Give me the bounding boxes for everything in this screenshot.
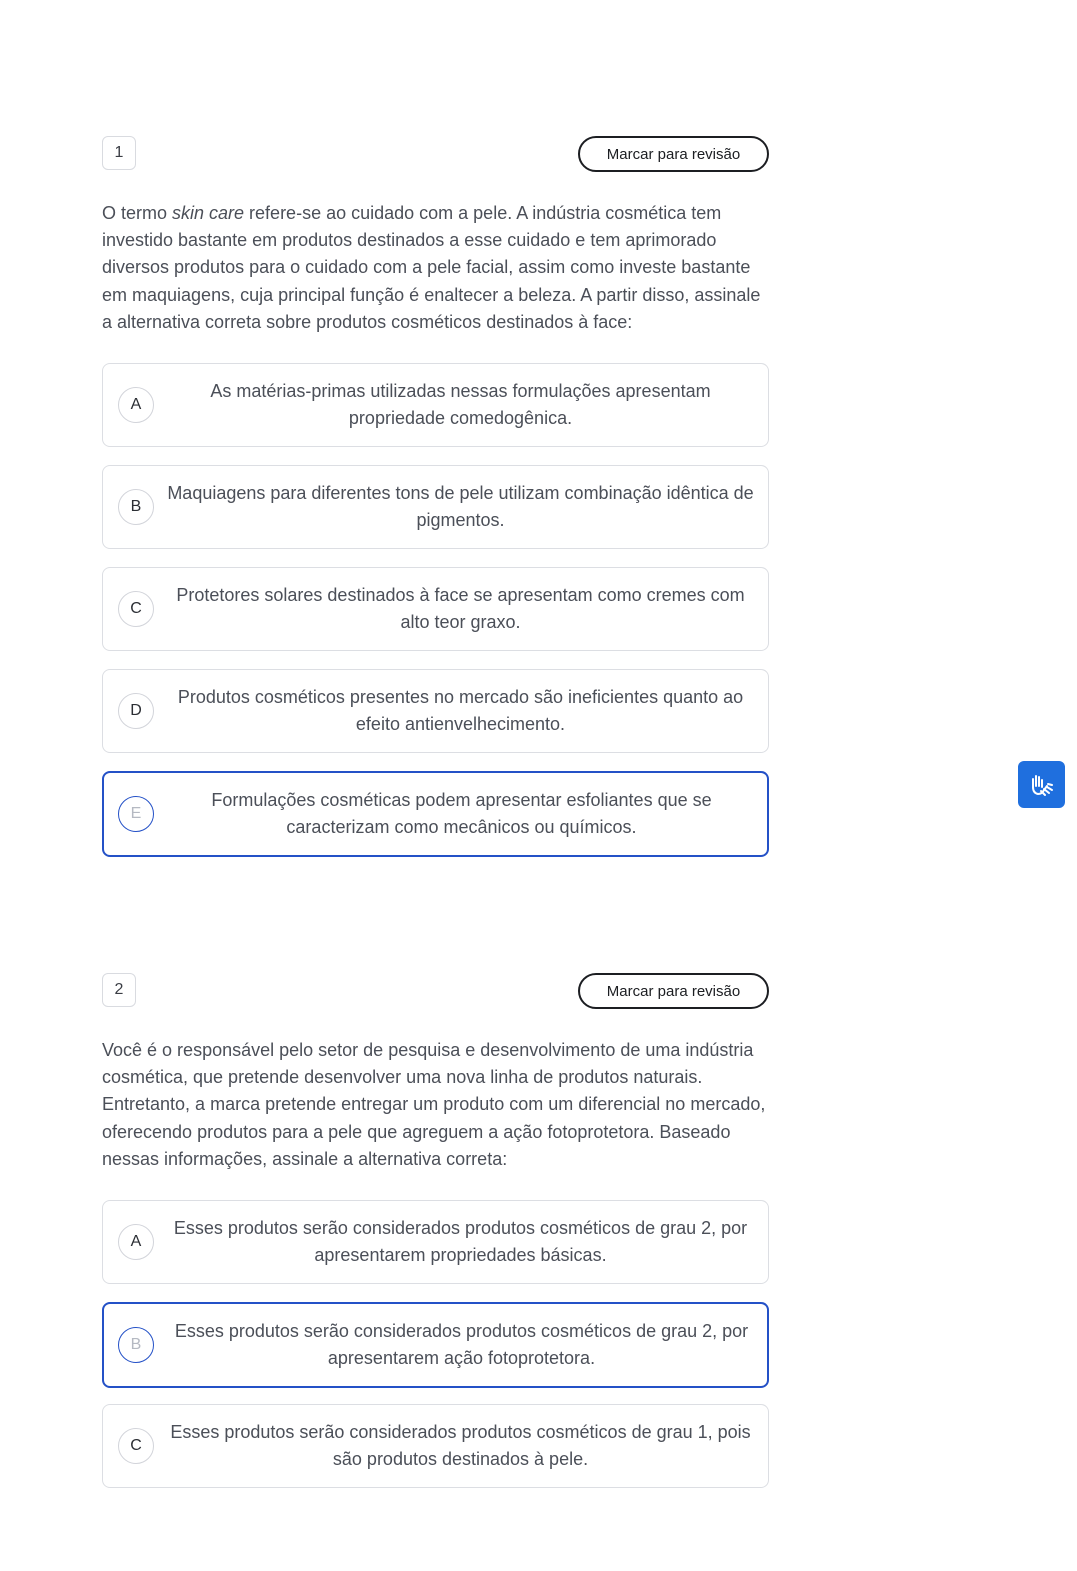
question-number: 1 — [102, 136, 136, 170]
option-letter: A — [118, 1224, 154, 1260]
option-letter: A — [118, 387, 154, 423]
option-c[interactable] — [102, 1404, 769, 1488]
option-text: Protetores solares destinados à face se apresentam como cremes com alto teor graxo. — [176, 585, 745, 633]
answer-options — [102, 1200, 769, 1488]
option-text: As matérias-primas utilizadas nessas formulações apresentam propriedade comedogênica. — [210, 381, 711, 429]
option-c[interactable] — [102, 567, 769, 651]
option-letter: B — [118, 1327, 154, 1363]
mark-for-review-button[interactable]: Marcar para revisão — [578, 136, 769, 172]
option-letter: B — [118, 489, 154, 525]
stem-emphasis: skin care — [172, 203, 245, 223]
question-header — [102, 136, 769, 173]
option-b[interactable] — [102, 465, 769, 549]
option-d[interactable] — [102, 669, 769, 753]
option-text: Maquiagens para diferentes tons de pele utilizam combinação idêntica de pigmentos. — [167, 483, 754, 531]
option-letter: E — [118, 796, 154, 832]
question-header — [102, 973, 769, 1010]
option-text: Esses produtos serão considerados produtos cosméticos de grau 2, por apresentarem propriedades básicas. — [173, 1218, 748, 1266]
option-letter: C — [118, 1428, 154, 1464]
option-e-selected[interactable] — [102, 771, 769, 857]
option-text: Esses produtos serão considerados produtos cosméticos de grau 1, pois são produtos destinados à pele. — [170, 1422, 751, 1470]
question-stem — [102, 200, 769, 336]
option-b-selected[interactable] — [102, 1302, 769, 1388]
option-a[interactable] — [102, 363, 769, 447]
sign-language-hands-icon — [1027, 770, 1057, 800]
mark-for-review-button[interactable]: Marcar para revisão — [578, 973, 769, 1009]
answer-options — [102, 363, 769, 857]
question-number: 2 — [102, 973, 136, 1007]
option-letter: C — [118, 591, 154, 627]
option-text: Formulações cosméticas podem apresentar esfoliantes que se caracterizam como mecânicos ou químicos. — [211, 790, 712, 838]
stem-text-end: refere-se ao cuidado com a pele. A indústria cosmética tem investido bastante em produtos destinados a esse cuidado e tem aprimorado diversos produtos para o cuidado com a pele facial, assim como investe bastante em maquiagens, cuja principal função é enaltecer a beleza. A partir disso, assinale a alternativa correta sobre produtos cosméticos destinados à face: — [102, 203, 761, 332]
question-1 — [102, 136, 769, 873]
option-letter: D — [118, 693, 154, 729]
option-a[interactable] — [102, 1200, 769, 1284]
accessibility-libras-button[interactable] — [1018, 761, 1065, 808]
question-stem: Você é o responsável pelo setor de pesquisa e desenvolvimento de uma indústria cosmética, que pretende desenvolver uma nova linha de produtos naturais. Entretanto, a marca pretende entregar um produto com um diferencial no mercado, oferecendo produtos para a pele que agreguem a ação fotoprotetora. Baseado nessas informações, assinale a alternativa correta: — [102, 1040, 766, 1169]
option-text: Produtos cosméticos presentes no mercado são ineficientes quanto ao efeito antienvelhecimento. — [177, 687, 744, 735]
question-2 — [102, 973, 769, 1506]
stem-text-start: O termo — [102, 203, 173, 223]
option-text: Esses produtos serão considerados produtos cosméticos de grau 2, por apresentarem ação fotoprotetora. — [174, 1321, 749, 1369]
